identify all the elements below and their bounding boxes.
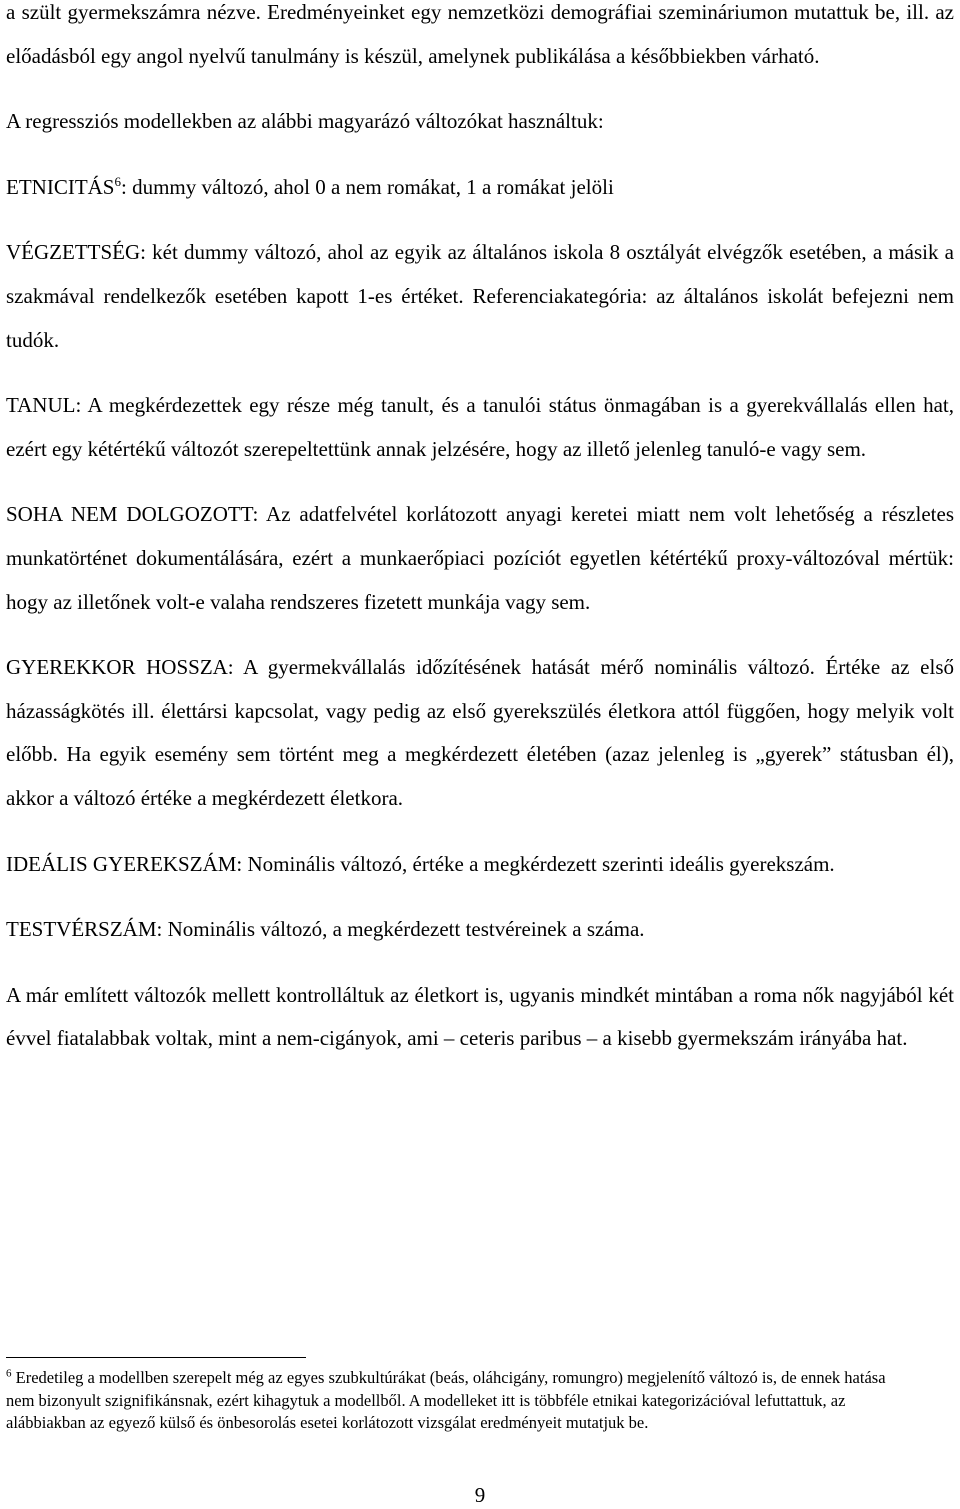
- document-body: [6, 0, 954, 1061]
- paragraph-variables-intro: A regressziós modellekben az alábbi magyarázó változókat használtuk:: [6, 109, 604, 134]
- page-number: 9: [474, 1483, 486, 1507]
- paragraph-intro-continuation: a szült gyermekszámra nézve. Eredményeinket egy nemzetközi demográfiai szemináriumon mutattuk be, ill. az előadásból egy angol nyelvű tanulmány is készül, amelynek publikálása a későbbiekben várható.: [6, 0, 954, 68]
- etnicitas-label: ETNICITÁS: [6, 174, 115, 199]
- paragraph-etnicitas: [6, 166, 954, 210]
- etnicitas-description: : dummy változó, ahol 0 a nem romákat, 1 a romákat jelöli: [121, 174, 614, 199]
- paragraph-controls: A már említett változók mellett kontrolláltuk az életkort is, ugyanis mindkét mintában a roma nők nagyjából két évvel fiatalabbak voltak, mint a nem-cigányok, ami – ceteris paribus – a kisebb gyermekszám irányába hat.: [6, 982, 954, 1051]
- paragraph-vegzettseg: VÉGZETTSÉG: két dummy változó, ahol az egyik az általános iskola 8 osztályát elvégzők esetében, a másik a szakmával rendelkezők esetében kapott 1-es értéket. Referenciakategória: az általános iskolát befejezni nem tudók.: [6, 240, 954, 352]
- footnote-marker: 6: [6, 1367, 12, 1380]
- footnote-divider: [6, 1357, 306, 1358]
- paragraph-soha-nem-dolgozott: SOHA NEM DOLGOZOTT: Az adatfelvétel korlátozott anyagi keretei miatt nem volt lehetőség a részletes munkatörténet dokumentálására, ezért a munkaerőpiaci pozíciót egyetlen kétértékű proxy-változóval mértük: hogy az illetőnek volt-e valaha rendszeres fizetett munkája vagy sem.: [6, 502, 954, 614]
- paragraph-tanul: TANUL: A megkérdezettek egy része még tanult, és a tanulói státus önmagában is a gyerekvállalás ellen hat, ezért egy kétértékű változót szerepeltettünk annak jelzésére, hogy az illető jelenleg tanuló-e vagy sem.: [6, 393, 954, 461]
- footnote-reference-marker: 6: [114, 173, 121, 189]
- paragraph-gyerekkor-hossza: GYEREKKOR HOSSZA: A gyermekvállalás időzítésének hatását mérő nominális változó. Értéke az első házasságkötés ill. élettársi kapcsolat, vagy pedig az első gyerekszülés életkora attól függően, hogy melyik volt előbb. Ha egyik esemény sem történt meg a megkérdezett életében (azaz jelenleg is „gyerek” státusban él), akkor a változó értéke a megkérdezett életkora.: [6, 655, 954, 810]
- paragraph-testverszam: TESTVÉRSZÁM: Nominális változó, a megkérdezett testvéreinek a száma.: [6, 917, 645, 942]
- paragraph-idealis-gyerekszam: IDEÁLIS GYEREKSZÁM: Nominális változó, értéke a megkérdezett szerinti ideális gyerekszám.: [6, 851, 835, 876]
- footnote-text: Eredetileg a modellben szerepelt még az egyes szubkultúrákat (beás, oláhcigány, romungro) megjelenítő változó is, de ennek hatása nem bizonyult szignifikánsnak, ezért kihagytuk a modellből. A modelleket itt is többféle etnikai kategorizációval lefuttattuk, az alábbiakban az egyező külső és önbesorolás esetei korlátozott vizsgálat eredményeit mutatjuk be.: [6, 1368, 886, 1432]
- footnote: [6, 1367, 904, 1435]
